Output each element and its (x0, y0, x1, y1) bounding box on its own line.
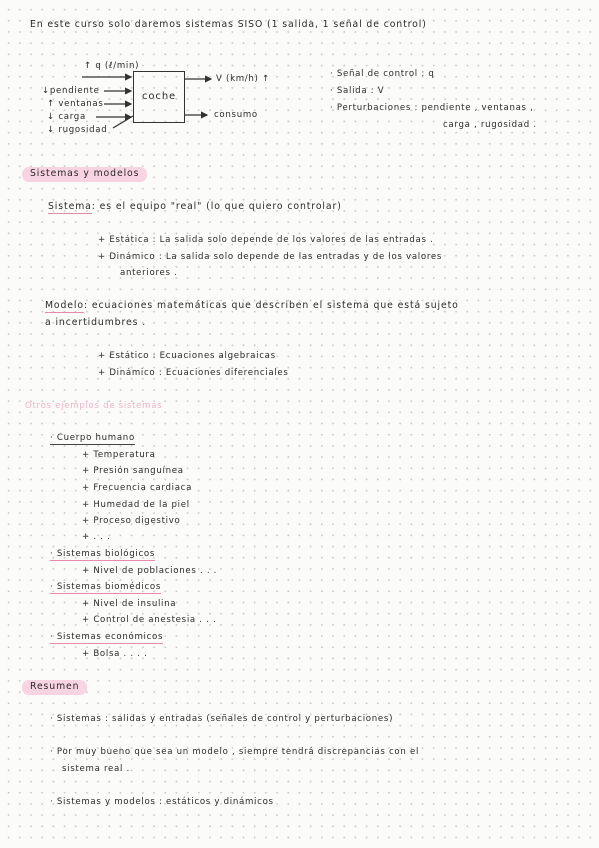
cuerpo-humano-label: · Cuerpo humano (50, 433, 135, 443)
biomedicos-label: · Sistemas biomédicos (50, 582, 162, 592)
modelo-item-estatico: + Estático : Ecuaciones algebraicas (98, 351, 276, 361)
cuerpo-item-etc: + . . . (82, 532, 111, 542)
biologicos-item: + Nivel de poblaciones . . . (82, 566, 218, 576)
resumen-item-3: · Sistemas y modelos : estáticos y dinámicos (50, 797, 274, 807)
input-flow-label: ↑ q (ℓ/min) (84, 61, 140, 71)
note-output: · Salida : V (330, 86, 385, 96)
biomedicos-item-insulina: + Nivel de insulina (82, 599, 177, 609)
note-disturbances-2: carga , rugosidad . (443, 120, 537, 130)
modelo-line (45, 300, 459, 312)
biologicos (50, 548, 155, 560)
section-heading-otros-ejemplos: Otros ejemplos de sistemas (25, 401, 163, 411)
note-control: · Señal de control : q (330, 69, 435, 79)
economicos-item-bolsa: + Bolsa . . . . (82, 649, 148, 659)
section-heading-sistemas-modelos: Sistemas y modelos (22, 167, 147, 182)
modelo-definition: : ecuaciones matemáticas que describen el sistema que está sujeto (84, 300, 459, 311)
sistema-term: Sistema (48, 201, 92, 212)
sistema-line (48, 201, 342, 213)
modelo-term: Modelo (45, 300, 85, 311)
biologicos-label: · Sistemas biológicos (50, 549, 156, 559)
resumen-item-1: · Sistemas : salidas y entradas (señales de control y perturbaciones) (50, 714, 394, 724)
output-velocity: V (km/h) ↑ (216, 74, 270, 84)
biomedicos-item-anestesia: + Control de anestesia . . . (82, 615, 217, 625)
note-disturbances-1: · Perturbaciones : pendiente , ventanas , (330, 103, 534, 113)
input-pendiente: ↓pendiente (42, 86, 100, 96)
economicos-label: · Sistemas económicos (50, 632, 164, 642)
input-rugosidad: ↓ rugosidad (47, 125, 108, 135)
sistema-item-dinamico-cont: anteriores . (120, 268, 178, 278)
input-carga: ↓ carga (47, 112, 86, 122)
sistema-item-dinamico: + Dinámico : La salida solo depende de las entradas y de los valores (98, 252, 443, 262)
cuerpo-item-frecuencia: + Frecuencia cardiaca (82, 483, 193, 493)
block-label: coche (142, 91, 177, 102)
resumen-item-2-cont: sistema real . (62, 764, 130, 774)
output-consumo: consumo (214, 110, 258, 120)
cuerpo-item-humedad: + Humedad de la piel (82, 500, 190, 510)
cuerpo-item-presion: + Presión sanguínea (82, 466, 184, 476)
sistema-item-estatica: + Estática : La salida solo depende de los valores de las entradas . (98, 235, 434, 245)
resumen-item-2: · Por muy bueno que sea un modelo , siempre tendrá discrepancias con el (50, 747, 420, 757)
cuerpo-item-proceso: + Proceso digestivo (82, 516, 181, 526)
input-ventanas: ↑ ventanas (47, 99, 104, 109)
intro-text: En este curso solo daremos sistemas SISO (1 salida, 1 señal de control) (30, 19, 427, 30)
cuerpo-item-temperatura: + Temperatura (82, 450, 156, 460)
section-heading-resumen: Resumen (22, 680, 87, 695)
economicos (50, 631, 163, 643)
modelo-definition-cont: a incertidumbres . (45, 317, 147, 328)
modelo-item-dinamico: + Dinámico : Ecuaciones diferenciales (98, 368, 289, 378)
cuerpo-humano (50, 432, 135, 444)
sistema-definition: : es el equipo "real" (lo que quiero controlar) (91, 201, 342, 212)
biomedicos (50, 581, 161, 593)
